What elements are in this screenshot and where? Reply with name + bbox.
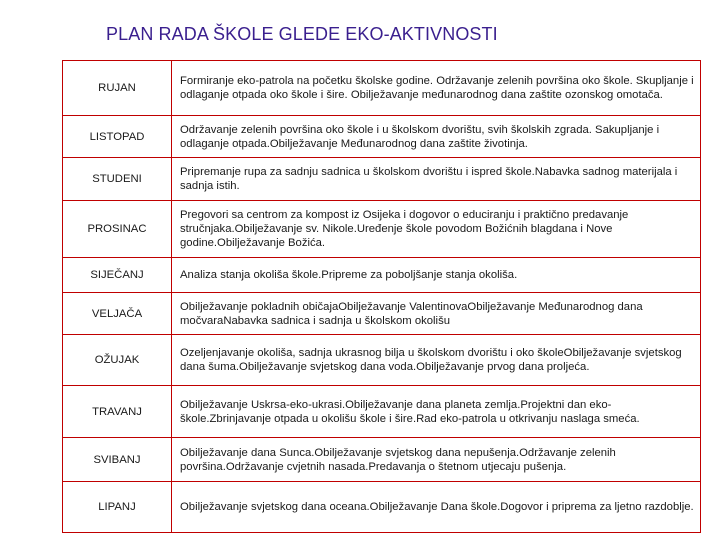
table-row — [63, 438, 701, 482]
activity-plan-table — [62, 60, 701, 533]
month-cell: SVIBANJ — [63, 438, 172, 482]
month-cell: LISTOPAD — [63, 116, 172, 158]
month-cell: STUDENI — [63, 158, 172, 201]
month-cell: LIPANJ — [63, 482, 172, 533]
month-cell: TRAVANJ — [63, 386, 172, 438]
activities-cell: Ozeljenjavanje okoliša, sadnja ukrasnog bilja u školskom dvorištu i oko školeObilježavanje svjetskog dana šuma.Obilježavanje svjetskog dana voda.Obilježavanje prvog dana proljeća. — [172, 335, 701, 386]
table-row — [63, 386, 701, 438]
activities-cell: Održavanje zelenih površina oko škole i u školskom dvorištu, svih školskih zgrada. Sakupljanje i odlaganje otpada.Obilježavanje Međunarodnog dana zaštite životinja. — [172, 116, 701, 158]
activities-cell: Obilježavanje Uskrsa-eko-ukrasi.Obilježavanje dana planeta zemlja.Projektni dan eko-škole.Zbrinjavanje otpada u okolišu škole i šire.Rad eko-patrola u otkrivanju naslaga smeća. — [172, 386, 701, 438]
month-cell: RUJAN — [63, 61, 172, 116]
table-row — [63, 158, 701, 201]
month-cell: PROSINAC — [63, 201, 172, 258]
activities-cell: Analiza stanja okoliša škole.Pripreme za poboljšanje stanja okoliša. — [172, 258, 701, 293]
activities-cell: Obilježavanje pokladnih običajaObilježavanje ValentinovaObilježavanje Međunarodnog dana močvaraNabavka sadnica i sadnja u školskom okolišu — [172, 293, 701, 335]
page-title: PLAN RADA ŠKOLE GLEDE EKO-AKTIVNOSTI — [106, 24, 498, 44]
activities-cell: Obilježavanje svjetskog dana oceana.Obilježavanje Dana škole.Dogovor i priprema za ljetno razdoblje. — [172, 482, 701, 533]
activities-cell: Pripremanje rupa za sadnju sadnica u školskom dvorištu i ispred škole.Nabavka sadnog materijala i sadnja istih. — [172, 158, 701, 201]
activities-cell: Pregovori sa centrom za kompost iz Osijeka i dogovor o educiranju i praktično predavanje stručnjaka.Obilježavanje sv. Nikole.Uređenje škole povodom Božićnih blagdana i Nove godine.Obilježavanje Božića. — [172, 201, 701, 258]
table-row — [63, 61, 701, 116]
table-row — [63, 116, 701, 158]
activities-cell: Obilježavanje dana Sunca.Obilježavanje svjetskog dana nepušenja.Održavanje zelenih površina.Održavanje cvjetnih nasada.Predavanja o štetnom utjecaju pušenja. — [172, 438, 701, 482]
month-cell: SIJEČANJ — [63, 258, 172, 293]
activities-cell: Formiranje eko-patrola na početku školske godine. Održavanje zelenih površina oko škole. Skupljanje i odlaganje otpada oko škole i šire. Obilježavanje međunarodnog dana zaštite ozonskog omotača. — [172, 61, 701, 116]
table-row — [63, 258, 701, 293]
month-cell: OŽUJAK — [63, 335, 172, 386]
table-row — [63, 335, 701, 386]
table-row — [63, 201, 701, 258]
table-row — [63, 293, 701, 335]
table-row — [63, 482, 701, 533]
month-cell: VELJAČA — [63, 293, 172, 335]
